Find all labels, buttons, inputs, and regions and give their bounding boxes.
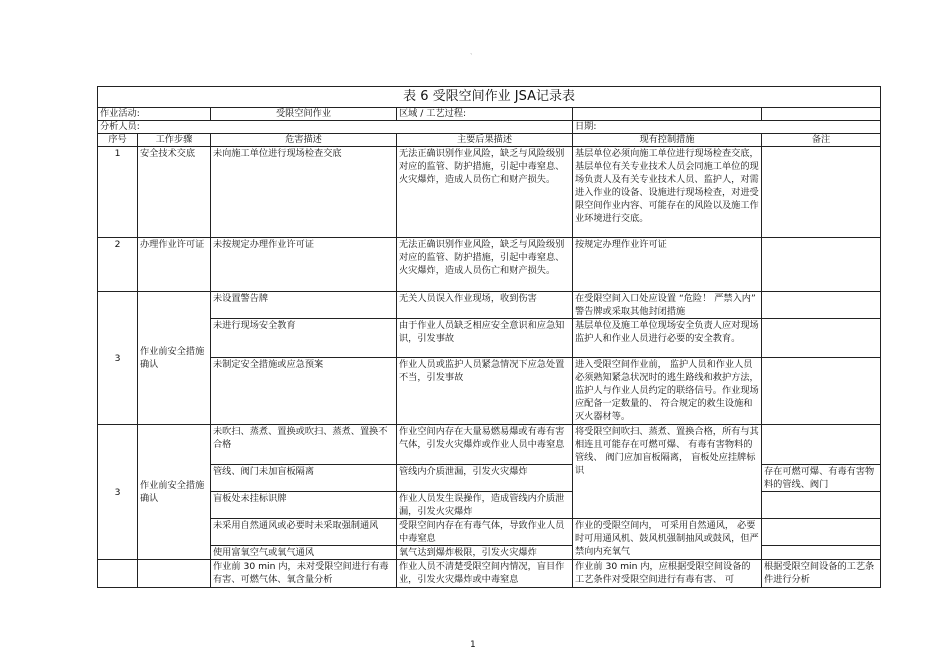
row-step: 办理作业许可证 xyxy=(138,238,211,292)
col-header-hazard: 危害描述 xyxy=(211,134,397,147)
row-hazard: 未设置警告牌 xyxy=(211,292,397,319)
row-consequence: 作业人员或监护人员紧急情况下应急处置不当，引发事故 xyxy=(397,358,573,425)
row-remark xyxy=(762,147,881,238)
row-consequence: 无法正确识别作业风险，缺乏与风险级别对应的监管、防护措施，引起中毒窒息、火灾爆炸，造成人员伤亡和财产损失。 xyxy=(397,147,573,238)
row-consequence: 由于作业人员缺乏相应安全意识和应急知识，引发事故 xyxy=(397,319,573,358)
row-control: 作业的受限空间内， 可采用自然通风， 必要时可用通风机、鼓风机强制抽风或鼓风，但严禁向内充氧气 xyxy=(573,519,762,560)
col-header-remark: 备注 xyxy=(762,134,881,147)
row-remark xyxy=(762,292,881,319)
row-hazard: 未进行现场安全教育 xyxy=(211,319,397,358)
row-consequence: 受限空间内存在有毒气体，导致作业人员中毒窒息 xyxy=(397,519,573,546)
row-consequence: 氧气达到爆炸极限，引发火灾爆炸 xyxy=(397,546,573,560)
row-hazard: 未采用自然通风或必要时未采取强制通风 xyxy=(211,519,397,546)
area-value xyxy=(573,108,762,121)
row-remark: 存在可燃可爆、有毒有害物料的管线、阀门 xyxy=(762,465,881,492)
row-consequence: 作业人员不清楚受限空间内情况，盲目作业，引发火灾爆炸或中毒窒息 xyxy=(397,560,573,588)
row-remark: 根据受限空间设备的工艺条件进行分析 xyxy=(762,560,881,588)
page-number: 1 xyxy=(470,640,476,650)
meta-blank xyxy=(762,108,881,121)
row-remark xyxy=(762,319,881,358)
row-no: 1 xyxy=(98,147,138,238)
row-remark xyxy=(762,492,881,519)
row-consequence: 无法正确识别作业风险，缺乏与风险级别对应的监管、防护措施，引起中毒窒息、火灾爆炸，造成人员伤亡和财产损失。 xyxy=(397,238,573,292)
row-no xyxy=(98,560,138,588)
row-consequence: 作业空间内存在大量易燃易爆或有毒有害气体，引发火灾爆炸或作业人员中毒窒息 xyxy=(397,425,573,465)
row-control: 将受限空间吹扫、蒸煮、置换合格，所有与其相连且可能存在可燃可爆、 有毒有害物料的管线、 阀门应加盲板隔离， 盲板处应挂牌标识 xyxy=(573,425,762,519)
header-mark: 、 xyxy=(470,49,477,56)
row-no: 2 xyxy=(98,238,138,292)
row-hazard: 未按规定办理作业许可证 xyxy=(211,238,397,292)
row-step: 安全技术交底 xyxy=(138,147,211,238)
row-consequence: 无关人员误入作业现场，收到伤害 xyxy=(397,292,573,319)
date-label: 日期: xyxy=(573,121,881,134)
row-remark xyxy=(762,425,881,465)
row-remark xyxy=(762,546,881,560)
row-control: 按规定办理作业许可证 xyxy=(573,238,762,292)
row-hazard: 作业前 30 min 内，未对受限空间进行有毒有害、可燃气体、氧含量分析 xyxy=(211,560,397,588)
col-header-step: 工作步骤 xyxy=(138,134,211,147)
row-no: 3 xyxy=(98,425,138,560)
col-header-no: 序号 xyxy=(98,134,138,147)
area-label: 区域 / 工艺过程: xyxy=(397,108,573,121)
row-hazard: 管线、阀门未加盲板隔离 xyxy=(211,465,397,492)
col-header-consequence: 主要后果描述 xyxy=(397,134,573,147)
table-title: 表 6 受限空间作业 JSA记录表 xyxy=(98,87,881,108)
activity-label: 作业活动: xyxy=(98,108,211,121)
row-step: 作业前安全措施确认 xyxy=(138,425,211,560)
row-consequence: 管线内介质泄漏，引发火灾爆炸 xyxy=(397,465,573,492)
row-control: 进入受限空间作业前， 监护人员和作业人员必须熟知紧急状况时的逃生路线和救护方法， 监护人与作业人员约定的联络信号。作业现场应配备一定数量的、 符合规定的救生设施和灭火器材等。 xyxy=(573,358,762,425)
row-hazard: 未吹扫、蒸煮、置换或吹扫、蒸煮、置换不合格 xyxy=(211,425,397,465)
col-header-control: 现有控制措施 xyxy=(573,134,762,147)
row-hazard: 未制定安全措施或应急预案 xyxy=(211,358,397,425)
analyst-label: 分析人员: xyxy=(98,121,573,134)
row-step xyxy=(138,560,211,588)
row-control: 在受限空间入口处应设置 “危险！ 严禁入内” 警告牌或采取其他封闭措施 xyxy=(573,292,762,319)
row-step: 作业前安全措施确认 xyxy=(138,292,211,425)
jsa-record-table xyxy=(97,86,881,588)
row-control: 作业前 30 min 内，应根据受限空间设备的工艺条件对受限空间进行有毒有害、 可 xyxy=(573,560,762,588)
row-hazard: 盲板处未挂标识牌 xyxy=(211,492,397,519)
row-remark xyxy=(762,519,881,546)
row-hazard: 使用富氧空气或氧气通风 xyxy=(211,546,397,560)
row-consequence: 作业人员发生误操作，造成管线内介质泄漏，引发火灾爆炸 xyxy=(397,492,573,519)
row-control: 基层单位及施工单位现场安全负责人应对现场监护人和作业人员进行必要的安全教育。 xyxy=(573,319,762,358)
row-control: 基层单位必须向施工单位进行现场检查交底，基层单位有关专业技术人员会同施工单位的现场负责人及有关专业技术人员、监护人，对需进入作业的设备、设施进行现场检查，对进受限空间作业内容、可能存在的风险以及施工作业环境进行交底。 xyxy=(573,147,762,238)
row-hazard: 未向施工单位进行现场检查交底 xyxy=(211,147,397,238)
activity-value: 受限空间作业 xyxy=(211,108,397,121)
row-remark xyxy=(762,238,881,292)
row-remark xyxy=(762,358,881,425)
row-no: 3 xyxy=(98,292,138,425)
